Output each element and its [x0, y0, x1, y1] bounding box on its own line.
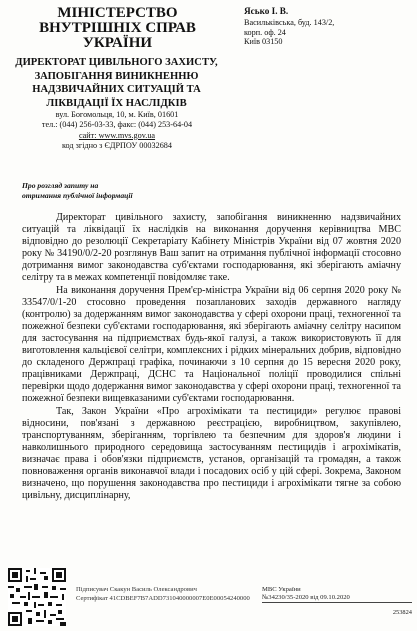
ministry-line: УКРАЇНИ	[82, 35, 153, 51]
recipient-address-line: Васильківська, буд. 143/2,	[244, 17, 335, 27]
certificate: Сертифікат 41CDBEF7B7ADD731040000007E0E00054240000	[76, 594, 250, 602]
address: вул. Богомольця, 10, м. Київ, 01601	[55, 110, 179, 119]
recipient-block	[244, 7, 414, 47]
department-line: НАДЗВИЧАЙНИХ СИТУАЦІЙ ТА	[32, 84, 201, 95]
registration-stamp	[262, 586, 412, 617]
letter-body	[22, 212, 401, 502]
registration-number: №34230/35-2020 від 09.10.2020	[262, 594, 412, 603]
subject-text: Про розгляд запиту на	[22, 181, 99, 190]
contact-block	[22, 110, 212, 152]
department-name	[14, 56, 219, 110]
recipient-name: Ясько І. В.	[244, 6, 289, 16]
body-paragraph: Так, Закон України «Про агрохімікати та пестициди» регулює правові відносини, пов'язані з державною реєстрацією, виробництвом, закупівлею, транспортуванням, зберіганням, торгівлею та безпечним для здоров'я людини і навколишнього природного середовища застосуванням пестицидів і агрохімікатів, визначає права і обов'язки підприємств, установ, організацій та громадян, а також повноваження органів виконавчої влади і посадових осіб у цій сфері. Зокрема, Законом визначено, що порушення законодавства про пестициди і агрохімікати тягне за собою цивільну, дисциплінарну,	[22, 405, 401, 502]
body-paragraph: На виконання доручення Прем'єр-міністра України від 06 серпня 2020 року № 33547/0/1-20 стосовно проведення позапланових заходів державного нагляду (контролю) за додержанням вимог законодавства у сфері охорони праці, техногенної та пожежної безпеки суб'єктами господарювання, які зберігають аміачну селітру насипом для застосування на підприємствах будь-якої галузі, а також використовують її для виготовлення кальцієвої селітри, комплексних і рідких мінеральних добрив, відповідно до складеного Держпраці графіка, починаючи з 10 серпня до 15 вересня 2020 року, працівниками Держпраці, ДСНС та Національної поліції проводилися спільні перевірки щодо додержання вимог законодавства у сфері охорони праці, техногенної та пожежної безпеки вищевказаними суб'єктами господарювання.	[22, 284, 401, 405]
recipient-address-line: Київ 03150	[244, 37, 283, 47]
website-link[interactable]: сайт: www.mvs.gov.ua	[78, 130, 156, 140]
department-line: ЗАПОБІГАННЯ ВИНИКНЕННЮ	[34, 70, 199, 82]
qr-code-icon	[8, 568, 66, 626]
ministry-name	[30, 6, 205, 51]
signature-block	[76, 586, 250, 603]
ministry-line: ВНУТРІШНІХ СПРАВ	[39, 20, 196, 36]
phone-fax: тел.: (044) 256-03-33, факс: (044) 253-64-04	[41, 120, 193, 130]
signer: Підписувач Скакун Василь Олександрович	[76, 586, 197, 593]
subject-text: отримання публічної інформації	[22, 190, 133, 200]
department-line: ЛІКВІДАЦІЇ ЇХ НАСЛІДКІВ	[46, 97, 187, 109]
body-paragraph: Директорат цивільного захисту, запобігання виникненню надзвичайних ситуацій та ліквідації їх наслідків на виконання доручення керівництва МВС відповідно до резолюції Секретаріату Кабінету Міністрів України від 07 жовтня 2020 року № 34190/0/2-20 розглянув Ваш запит на отримання публічної інформації стосовно дотримання вимог законодавства суб'єктами господарювання, які зберігають аміачну селітру та в межах компетенції повідомляє таке.	[22, 212, 401, 284]
registration-org: МВС України	[262, 586, 301, 593]
document-number: 253824	[392, 609, 412, 616]
department-line: ДИРЕКТОРАТ ЦИВІЛЬНОГО ЗАХИСТУ,	[15, 57, 218, 68]
ministry-line: МІНІСТЕРСТВО	[57, 5, 178, 21]
edrpou-code: код згідно з ЄДРПОУ 00032684	[62, 141, 172, 151]
subject-line	[22, 181, 202, 200]
recipient-address-line: корп. оф. 24	[244, 27, 286, 37]
